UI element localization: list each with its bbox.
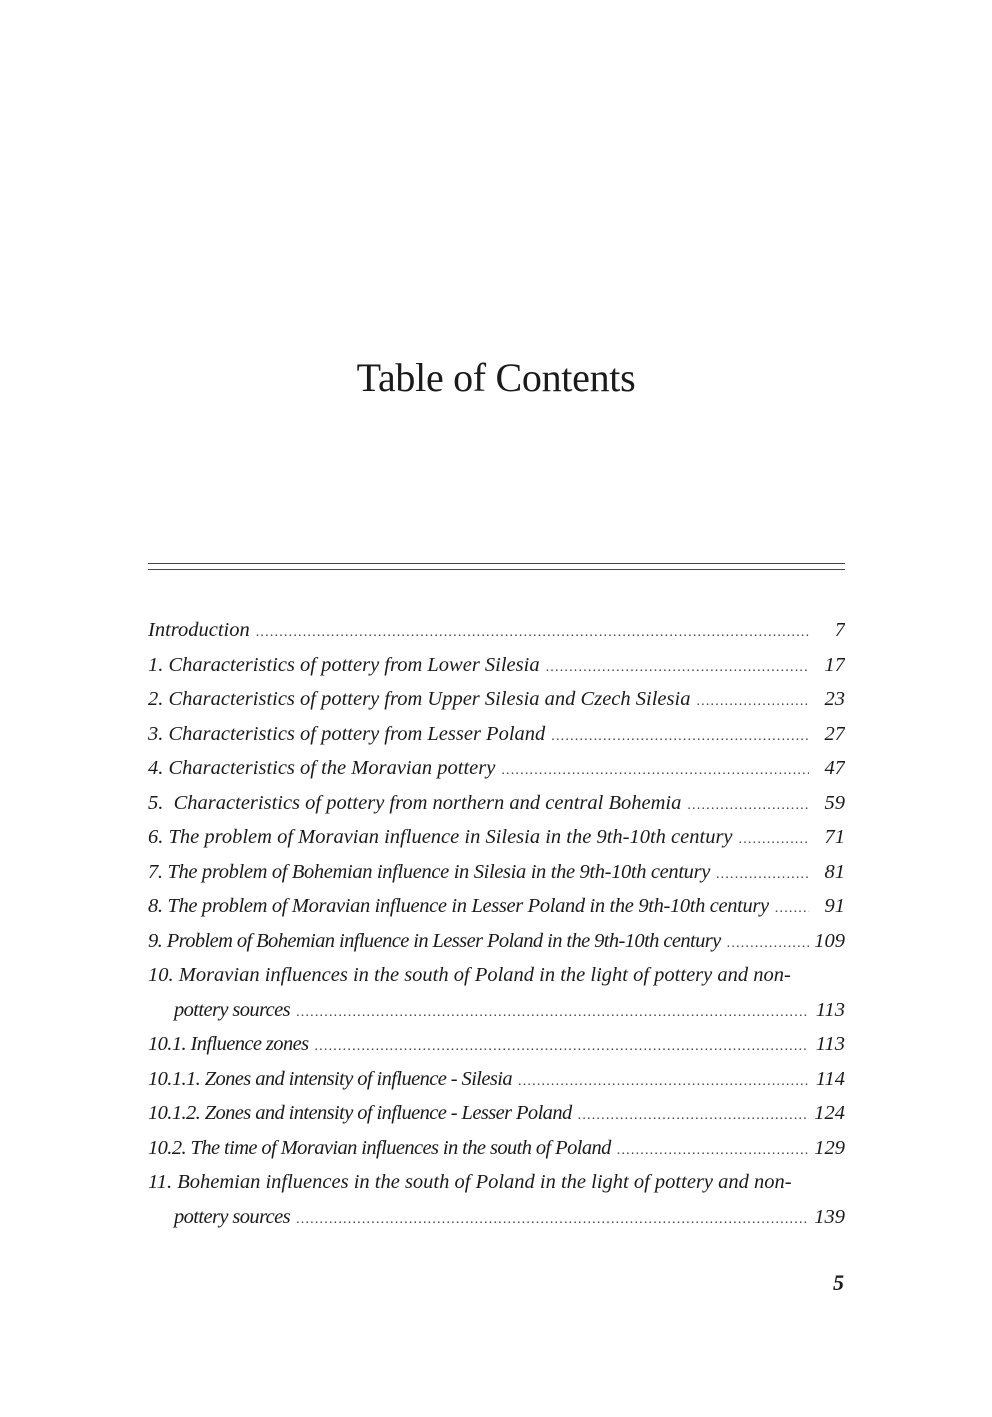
toc-entry-title: pottery sources: [174, 998, 291, 1021]
toc-entry[interactable]: [148, 1096, 845, 1131]
dot-leader: [518, 1065, 809, 1097]
toc-entry-page: 7: [834, 619, 845, 641]
toc-entry[interactable]: [148, 682, 845, 717]
toc-entry-title: 10.2. The time of Moravian influences in the south of Poland: [148, 1136, 611, 1159]
toc-entry[interactable]: [148, 820, 845, 855]
dot-leader: [546, 651, 809, 683]
dot-leader: [501, 754, 809, 786]
toc-entry-title: 10.1. Influence zones: [148, 1033, 309, 1055]
toc-entry-title-line1: 11. Bohemian influences in the south of Poland in the light of pottery and non-: [148, 1171, 792, 1193]
page-number: 5: [833, 1270, 844, 1295]
toc-entry-title: 3. Characteristics of pottery from Lesser Poland: [148, 722, 546, 745]
toc-entry-title: 5. Characteristics of pottery from northern and central Bohemia: [148, 791, 682, 814]
toc-entry[interactable]: [148, 648, 845, 683]
toc-entry-title: 6. The problem of Moravian influence in Silesia in the 9th-10th century: [148, 826, 733, 848]
toc-entry[interactable]: [148, 717, 845, 752]
dot-leader: [296, 1203, 809, 1235]
dot-leader: [617, 1134, 809, 1166]
toc-entry[interactable]: [148, 1131, 845, 1166]
title-divider-top: [148, 563, 845, 564]
toc-entry-title-line1: 10. Moravian influences in the south of Poland in the light of pottery and non-: [148, 964, 791, 986]
toc-entry[interactable]: [148, 786, 845, 821]
dot-leader: [716, 858, 809, 890]
toc-entry-title: 10.1.1. Zones and intensity of influence - Silesia: [148, 1067, 513, 1090]
toc-entry-page: 139: [814, 1205, 845, 1228]
toc-entry-title: 1. Characteristics of pottery from Lower Silesia: [148, 653, 540, 676]
toc-entry-title: 9. Problem of Bohemian influence in Lesser Poland in the 9th-10th century: [148, 929, 721, 952]
toc-entry-title: 4. Characteristics of the Moravian pottery: [148, 757, 496, 779]
toc-entry-page: 113: [815, 1033, 845, 1055]
dot-leader: [687, 789, 809, 821]
dot-leader: [739, 823, 809, 855]
dot-leader: [775, 892, 809, 924]
toc-entry[interactable]: [148, 751, 845, 786]
dot-leader: [578, 1099, 809, 1131]
table-of-contents: [148, 613, 845, 1234]
toc-entry-page: 114: [815, 1067, 845, 1090]
toc-entry-title: 10.1.2. Zones and intensity of influence - Lesser Poland: [148, 1102, 572, 1124]
dot-leader: [256, 616, 809, 648]
title-divider-bottom: [148, 569, 845, 570]
toc-entry-page: 129: [814, 1136, 845, 1159]
toc-entry-page: 81: [824, 860, 845, 883]
toc-entry-page: 124: [814, 1102, 845, 1124]
toc-entry[interactable]: [148, 613, 845, 648]
toc-entry-page: 47: [824, 757, 845, 779]
toc-entry-title: 8. The problem of Moravian influence in Lesser Poland in the 9th-10th century: [148, 895, 769, 917]
toc-entry-page: 23: [824, 688, 845, 710]
toc-entry-title: pottery sources: [174, 1205, 291, 1228]
page-title: Table of Contents: [356, 355, 636, 400]
toc-entry[interactable]: [148, 924, 845, 959]
toc-entry-page: 27: [824, 722, 845, 745]
toc-entry-page: 113: [815, 998, 845, 1021]
toc-entry-title: Introduction: [148, 619, 250, 641]
dot-leader: [696, 685, 809, 717]
toc-entry-page: 71: [824, 826, 845, 848]
toc-entry[interactable]: [148, 855, 845, 890]
toc-entry[interactable]: [148, 1027, 845, 1062]
dot-leader: [296, 996, 809, 1028]
dot-leader: [551, 720, 809, 752]
toc-entry[interactable]: [148, 958, 845, 1027]
dot-leader: [314, 1030, 809, 1062]
toc-entry-title: 2. Characteristics of pottery from Upper Silesia and Czech Silesia: [148, 688, 691, 710]
toc-entry-page: 91: [824, 895, 845, 917]
toc-entry[interactable]: [148, 1062, 845, 1097]
toc-entry-title: 7. The problem of Bohemian influence in Silesia in the 9th-10th century: [148, 860, 710, 883]
toc-entry-page: 109: [814, 929, 845, 952]
toc-entry-page: 17: [824, 653, 845, 676]
toc-entry[interactable]: [148, 889, 845, 924]
toc-entry[interactable]: [148, 1165, 845, 1234]
dot-leader: [727, 927, 809, 959]
toc-entry-page: 59: [824, 791, 845, 814]
